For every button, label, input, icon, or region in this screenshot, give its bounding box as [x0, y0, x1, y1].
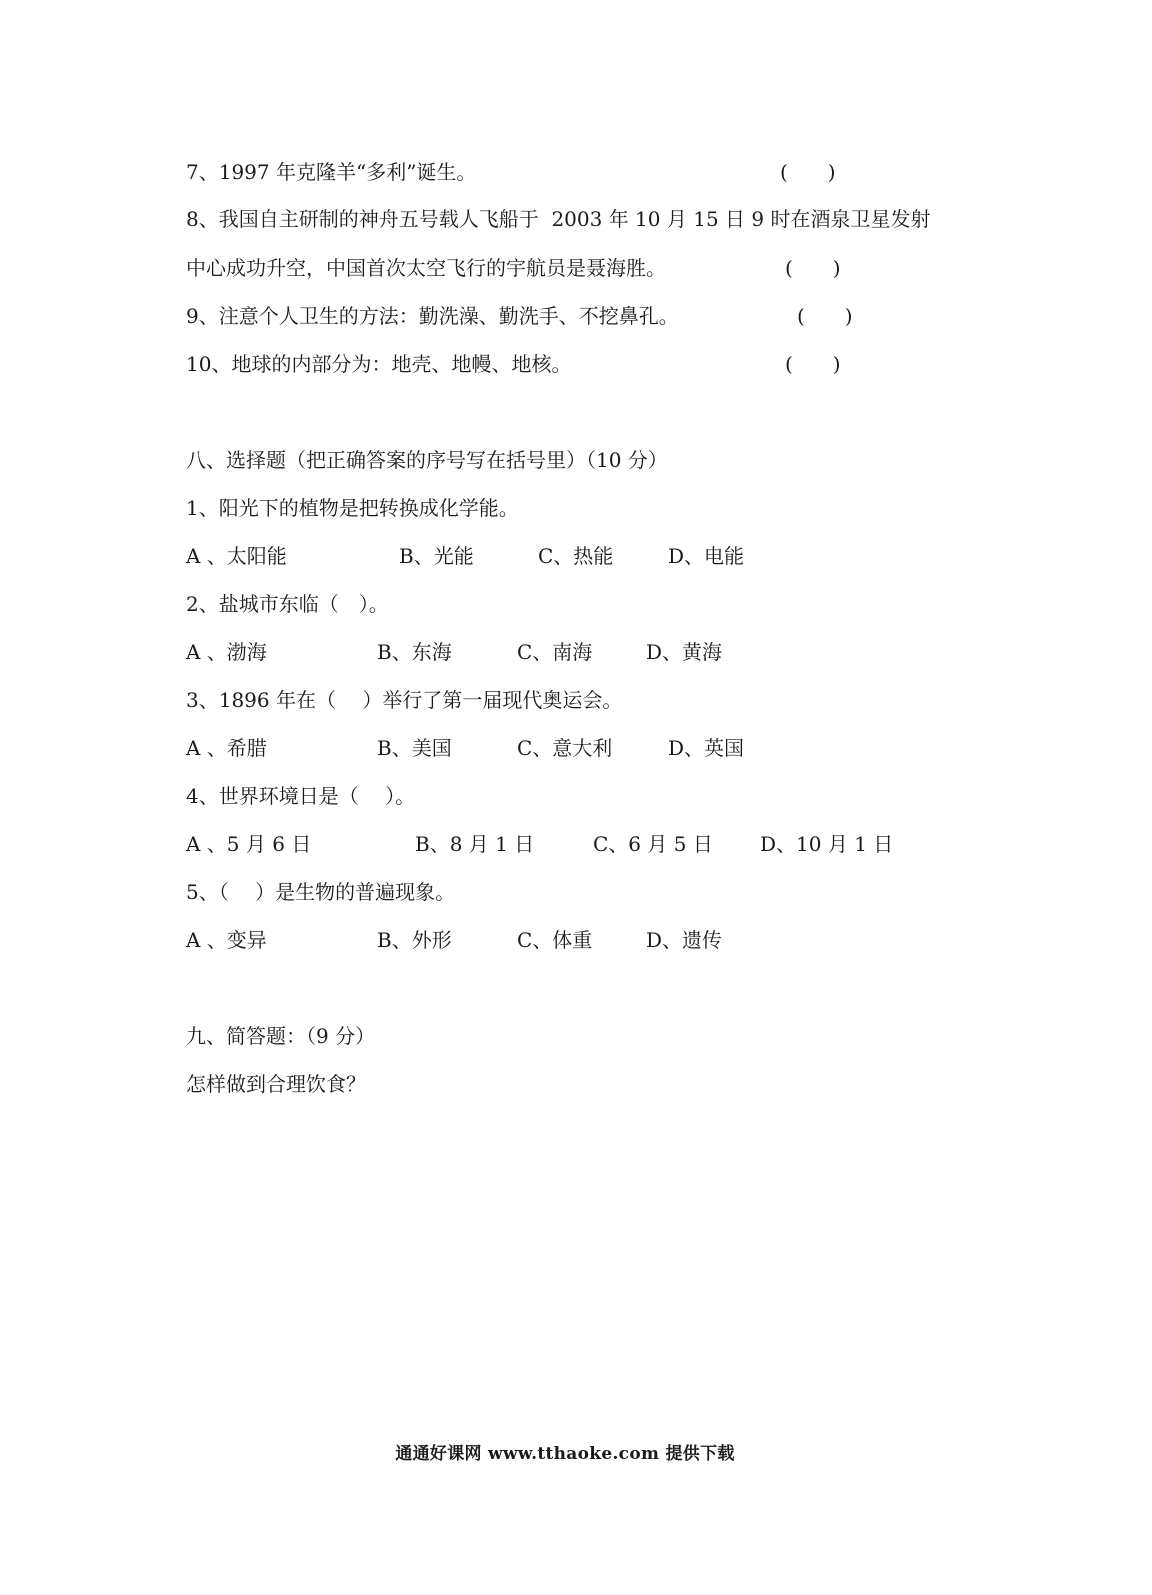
- choice-3-option-b: B、美国: [377, 736, 452, 760]
- section-9-heading: 九、简答题：（9 分）: [186, 1024, 376, 1048]
- short-answer-question: 怎样做到合理饮食？: [186, 1072, 366, 1096]
- choice-2-option-b: B、东海: [377, 640, 452, 664]
- choice-5-option-c: C、体重: [517, 928, 593, 952]
- choice-2-option-d: D、黄海: [646, 640, 723, 664]
- choice-1-option-c: C、热能: [538, 544, 614, 568]
- choice-3-option-c: C、意大利: [517, 736, 613, 760]
- choice-2-option-a: A 、渤海: [186, 640, 267, 664]
- choice-question-4: 4、世界环境日是（ ）。: [186, 784, 416, 808]
- choice-question-2: 2、盐城市东临（ ）。: [186, 592, 389, 616]
- choice-5-option-a: A 、变异: [186, 928, 267, 952]
- choice-question-3: 3、1896 年在（ ）举行了第一届现代奥运会。: [186, 688, 623, 712]
- judge-item-8-line1: 8、我国自主研制的神舟五号载人飞船于 2003 年 10 月 15 日 9 时在酒泉卫星发射: [186, 207, 931, 231]
- choice-question-1: 1、阳光下的植物是把转换成化学能。: [186, 496, 519, 520]
- judge-answer-paren-8: ( ): [785, 256, 841, 280]
- choice-1-option-b: B、光能: [399, 544, 474, 568]
- choice-1-option-d: D、电能: [668, 544, 745, 568]
- choice-4-option-b: B、8 月 1 日: [415, 832, 535, 856]
- choice-question-5: 5、（ ）是生物的普遍现象。: [186, 880, 456, 904]
- section-8-heading: 八、选择题（把正确答案的序号写在括号里）（10 分）: [186, 448, 668, 472]
- choice-3-option-d: D、英国: [668, 736, 745, 760]
- judge-answer-paren-10: ( ): [785, 352, 841, 376]
- choice-4-option-a: A 、5 月 6 日: [186, 832, 312, 856]
- judge-item-8-line2: 中心成功升空，中国首次太空飞行的宇航员是聂海胜。: [186, 256, 666, 280]
- choice-2-option-c: C、南海: [517, 640, 593, 664]
- choice-1-option-a: A 、太阳能: [186, 544, 287, 568]
- judge-answer-paren-9: ( ): [797, 304, 853, 328]
- choice-3-option-a: A 、希腊: [186, 736, 267, 760]
- choice-5-option-b: B、外形: [377, 928, 452, 952]
- judge-answer-paren-7: ( ): [780, 160, 836, 184]
- footer-download-note: 通通好课网 www.tthaoke.com 提供下载: [395, 1444, 735, 1464]
- judge-item-7: 7、1997 年克隆羊“多利”诞生。: [186, 160, 477, 184]
- judge-item-10: 10、地球的内部分为：地壳、地幔、地核。: [186, 352, 572, 376]
- choice-4-option-c: C、6 月 5 日: [593, 832, 713, 856]
- choice-4-option-d: D、10 月 1 日: [760, 832, 894, 856]
- choice-5-option-d: D、遗传: [646, 928, 723, 952]
- judge-item-9: 9、注意个人卫生的方法：勤洗澡、勤洗手、不挖鼻孔。: [186, 304, 679, 328]
